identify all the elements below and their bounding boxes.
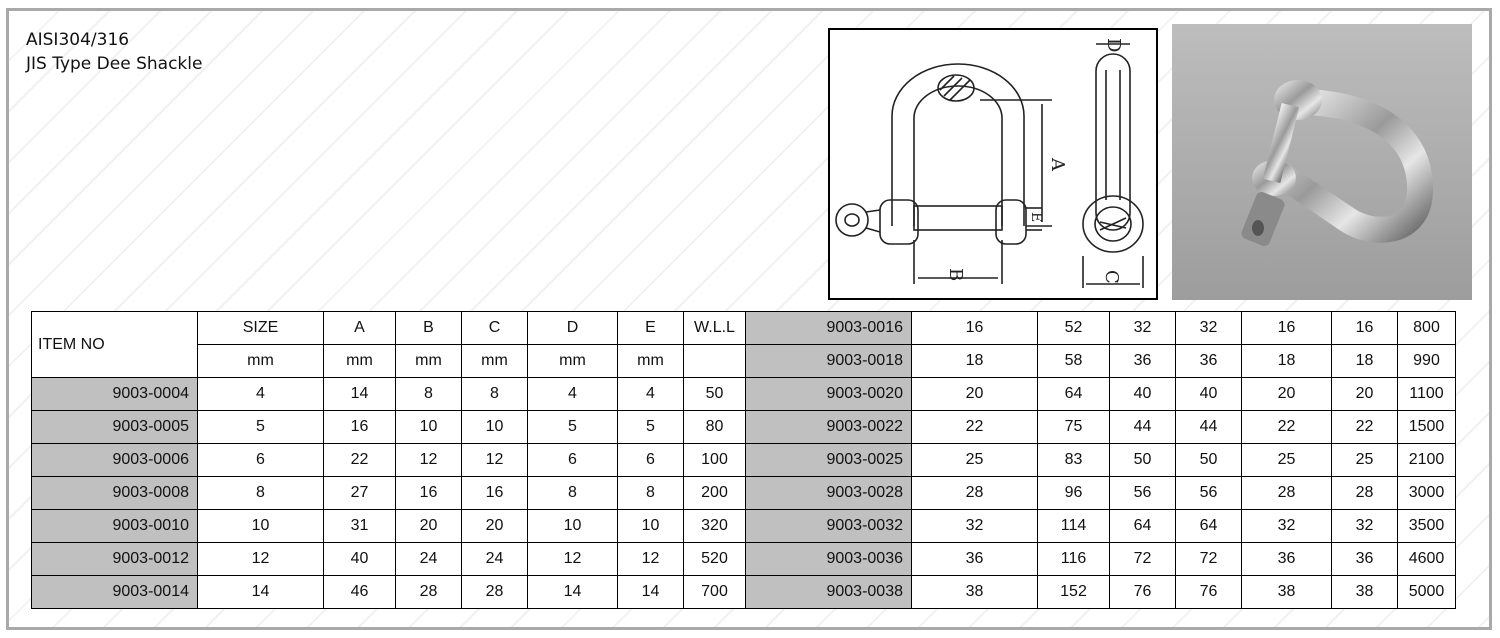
column-header: E bbox=[618, 312, 684, 345]
side-view-outline bbox=[1096, 54, 1130, 230]
table-cell: 76 bbox=[1110, 576, 1176, 609]
table-cell: 5 bbox=[618, 411, 684, 444]
item-cell: 9003-0010 bbox=[32, 510, 198, 543]
table-cell: 100 bbox=[684, 444, 746, 477]
table-cell: 10 bbox=[462, 411, 528, 444]
table-cell: 14 bbox=[528, 576, 618, 609]
material-label: AISI304/316 bbox=[26, 30, 130, 50]
unit-cell: mm bbox=[462, 345, 528, 378]
table-cell: 36 bbox=[912, 543, 1038, 576]
item-cell: 9003-0006 bbox=[32, 444, 198, 477]
unit-cell bbox=[684, 345, 746, 378]
table-cell: 18 bbox=[1242, 345, 1332, 378]
table-cell: 50 bbox=[1110, 444, 1176, 477]
pin-collar-left bbox=[880, 200, 918, 244]
table-cell: 28 bbox=[396, 576, 462, 609]
dimension-table bbox=[31, 311, 1456, 609]
table-cell: 114 bbox=[1038, 510, 1110, 543]
unit-cell: mm bbox=[324, 345, 396, 378]
item-cell: 9003-0020 bbox=[746, 378, 912, 411]
table-header-row bbox=[32, 312, 1456, 345]
table-cell: 10 bbox=[618, 510, 684, 543]
table-cell: 14 bbox=[198, 576, 324, 609]
column-header: SIZE bbox=[198, 312, 324, 345]
table-cell: 56 bbox=[1176, 477, 1242, 510]
table-cell: 20 bbox=[1242, 378, 1332, 411]
table-cell: 36 bbox=[1242, 543, 1332, 576]
table-cell: 1500 bbox=[1398, 411, 1456, 444]
table-cell: 32 bbox=[1110, 312, 1176, 345]
table-cell: 12 bbox=[618, 543, 684, 576]
table-cell: 31 bbox=[324, 510, 396, 543]
dimension-drawing bbox=[828, 28, 1158, 300]
table-cell: 12 bbox=[462, 444, 528, 477]
table-cell: 4 bbox=[198, 378, 324, 411]
table-cell: 8 bbox=[396, 378, 462, 411]
table-cell: 44 bbox=[1176, 411, 1242, 444]
table-cell: 16 bbox=[462, 477, 528, 510]
table-cell: 12 bbox=[198, 543, 324, 576]
table-units-row bbox=[32, 345, 1456, 378]
column-header: W.L.L bbox=[684, 312, 746, 345]
table-cell: 200 bbox=[684, 477, 746, 510]
column-header: C bbox=[462, 312, 528, 345]
table-cell: 4 bbox=[528, 378, 618, 411]
table-cell: 4600 bbox=[1398, 543, 1456, 576]
table-cell: 800 bbox=[1398, 312, 1456, 345]
table-cell: 8 bbox=[462, 378, 528, 411]
item-cell: 9003-0004 bbox=[32, 378, 198, 411]
table-row bbox=[32, 378, 1456, 411]
table-cell: 28 bbox=[912, 477, 1038, 510]
item-cell: 9003-0018 bbox=[746, 345, 912, 378]
table-cell: 22 bbox=[324, 444, 396, 477]
table-cell: 72 bbox=[1110, 543, 1176, 576]
shackle-dimension-diagram bbox=[830, 30, 1156, 298]
table-cell: 56 bbox=[1110, 477, 1176, 510]
column-header: B bbox=[396, 312, 462, 345]
unit-cell: mm bbox=[396, 345, 462, 378]
table-cell: 116 bbox=[1038, 543, 1110, 576]
table-cell: 28 bbox=[462, 576, 528, 609]
pin-eye-photo bbox=[1240, 190, 1287, 248]
table-cell: 20 bbox=[462, 510, 528, 543]
table-cell: 46 bbox=[324, 576, 396, 609]
shackle-body-photo bbox=[1280, 102, 1420, 230]
table-cell: 16 bbox=[396, 477, 462, 510]
unit-cell: mm bbox=[198, 345, 324, 378]
pin-eye bbox=[836, 204, 868, 236]
table-cell: 38 bbox=[1242, 576, 1332, 609]
table-cell: 83 bbox=[1038, 444, 1110, 477]
item-cell: 9003-0022 bbox=[746, 411, 912, 444]
table-cell: 6 bbox=[198, 444, 324, 477]
table-cell: 10 bbox=[528, 510, 618, 543]
table-cell: 28 bbox=[1242, 477, 1332, 510]
table-cell: 5000 bbox=[1398, 576, 1456, 609]
item-cell: 9003-0036 bbox=[746, 543, 912, 576]
table-cell: 25 bbox=[1332, 444, 1398, 477]
shackle-body-inner bbox=[914, 86, 1002, 226]
table-cell: 3500 bbox=[1398, 510, 1456, 543]
table-cell: 14 bbox=[324, 378, 396, 411]
dimension-label-d: D bbox=[1103, 38, 1124, 53]
table-row bbox=[32, 411, 1456, 444]
table-cell: 14 bbox=[618, 576, 684, 609]
table-cell: 1100 bbox=[1398, 378, 1456, 411]
item-cell: 9003-0012 bbox=[32, 543, 198, 576]
table-cell: 64 bbox=[1038, 378, 1110, 411]
dimension-label-c: C bbox=[1101, 270, 1122, 284]
table-cell: 700 bbox=[684, 576, 746, 609]
table-cell: 22 bbox=[912, 411, 1038, 444]
shackle-photo-illustration bbox=[1172, 24, 1472, 300]
dimension-label-e: E bbox=[1028, 212, 1044, 223]
table-cell: 25 bbox=[1242, 444, 1332, 477]
table-cell: 4 bbox=[618, 378, 684, 411]
table-cell: 12 bbox=[396, 444, 462, 477]
table-row bbox=[32, 543, 1456, 576]
column-header: D bbox=[528, 312, 618, 345]
table-cell: 6 bbox=[618, 444, 684, 477]
table-cell: 16 bbox=[1242, 312, 1332, 345]
table-cell: 520 bbox=[684, 543, 746, 576]
shackle-body-outline bbox=[892, 64, 1024, 226]
table-cell: 16 bbox=[1332, 312, 1398, 345]
table-cell: 18 bbox=[912, 345, 1038, 378]
product-photo bbox=[1172, 24, 1472, 300]
table-row bbox=[32, 510, 1456, 543]
table-cell: 20 bbox=[396, 510, 462, 543]
table-cell: 64 bbox=[1176, 510, 1242, 543]
table-cell: 990 bbox=[1398, 345, 1456, 378]
item-cell: 9003-0028 bbox=[746, 477, 912, 510]
table-cell: 28 bbox=[1332, 477, 1398, 510]
table-cell: 16 bbox=[912, 312, 1038, 345]
table-cell: 3000 bbox=[1398, 477, 1456, 510]
table-cell: 152 bbox=[1038, 576, 1110, 609]
table-cell: 75 bbox=[1038, 411, 1110, 444]
pin-outline bbox=[914, 206, 1002, 230]
table-cell: 25 bbox=[912, 444, 1038, 477]
table-cell: 50 bbox=[1176, 444, 1242, 477]
table-cell: 32 bbox=[1242, 510, 1332, 543]
table-cell: 76 bbox=[1176, 576, 1242, 609]
item-cell: 9003-0038 bbox=[746, 576, 912, 609]
table-cell: 10 bbox=[198, 510, 324, 543]
table-cell: 27 bbox=[324, 477, 396, 510]
unit-cell: mm bbox=[528, 345, 618, 378]
table-cell: 20 bbox=[912, 378, 1038, 411]
table-cell: 20 bbox=[1332, 378, 1398, 411]
table-cell: 80 bbox=[684, 411, 746, 444]
table-cell: 8 bbox=[618, 477, 684, 510]
table-cell: 72 bbox=[1176, 543, 1242, 576]
item-cell: 9003-0014 bbox=[32, 576, 198, 609]
table-cell: 58 bbox=[1038, 345, 1110, 378]
dimension-label-a: A bbox=[1047, 158, 1068, 171]
table-cell: 40 bbox=[324, 543, 396, 576]
column-header: A bbox=[324, 312, 396, 345]
table-cell: 40 bbox=[1176, 378, 1242, 411]
table-cell: 5 bbox=[528, 411, 618, 444]
table-cell: 36 bbox=[1332, 543, 1398, 576]
table-cell: 24 bbox=[462, 543, 528, 576]
table-cell: 320 bbox=[684, 510, 746, 543]
table-cell: 64 bbox=[1110, 510, 1176, 543]
table-cell: 6 bbox=[528, 444, 618, 477]
table-cell: 5 bbox=[198, 411, 324, 444]
table-cell: 36 bbox=[1110, 345, 1176, 378]
dimension-label-b: B bbox=[945, 268, 966, 282]
table-cell: 32 bbox=[1176, 312, 1242, 345]
table-cell: 22 bbox=[1332, 411, 1398, 444]
table-cell: 40 bbox=[1110, 378, 1176, 411]
table-cell: 38 bbox=[1332, 576, 1398, 609]
unit-cell: mm bbox=[618, 345, 684, 378]
item-no-header: ITEM NO bbox=[32, 312, 198, 378]
table-cell: 8 bbox=[528, 477, 618, 510]
table-cell: 36 bbox=[1176, 345, 1242, 378]
table-cell: 18 bbox=[1332, 345, 1398, 378]
item-cell: 9003-0008 bbox=[32, 477, 198, 510]
item-cell: 9003-0032 bbox=[746, 510, 912, 543]
item-cell: 9003-0025 bbox=[746, 444, 912, 477]
table-cell: 44 bbox=[1110, 411, 1176, 444]
table-cell: 22 bbox=[1242, 411, 1332, 444]
product-title bbox=[26, 28, 202, 76]
table-cell: 24 bbox=[396, 543, 462, 576]
table-cell: 96 bbox=[1038, 477, 1110, 510]
table-row bbox=[32, 576, 1456, 609]
table-cell: 12 bbox=[528, 543, 618, 576]
table-cell: 10 bbox=[396, 411, 462, 444]
item-cell: 9003-0016 bbox=[746, 312, 912, 345]
table-cell: 52 bbox=[1038, 312, 1110, 345]
product-name: JIS Type Dee Shackle bbox=[26, 54, 203, 74]
table-cell: 8 bbox=[198, 477, 324, 510]
table-cell: 2100 bbox=[1398, 444, 1456, 477]
table-row bbox=[32, 477, 1456, 510]
table-cell: 16 bbox=[324, 411, 396, 444]
item-cell: 9003-0005 bbox=[32, 411, 198, 444]
table-cell: 32 bbox=[1332, 510, 1398, 543]
table-cell: 50 bbox=[684, 378, 746, 411]
table-cell: 32 bbox=[912, 510, 1038, 543]
table-cell: 38 bbox=[912, 576, 1038, 609]
table-row bbox=[32, 444, 1456, 477]
